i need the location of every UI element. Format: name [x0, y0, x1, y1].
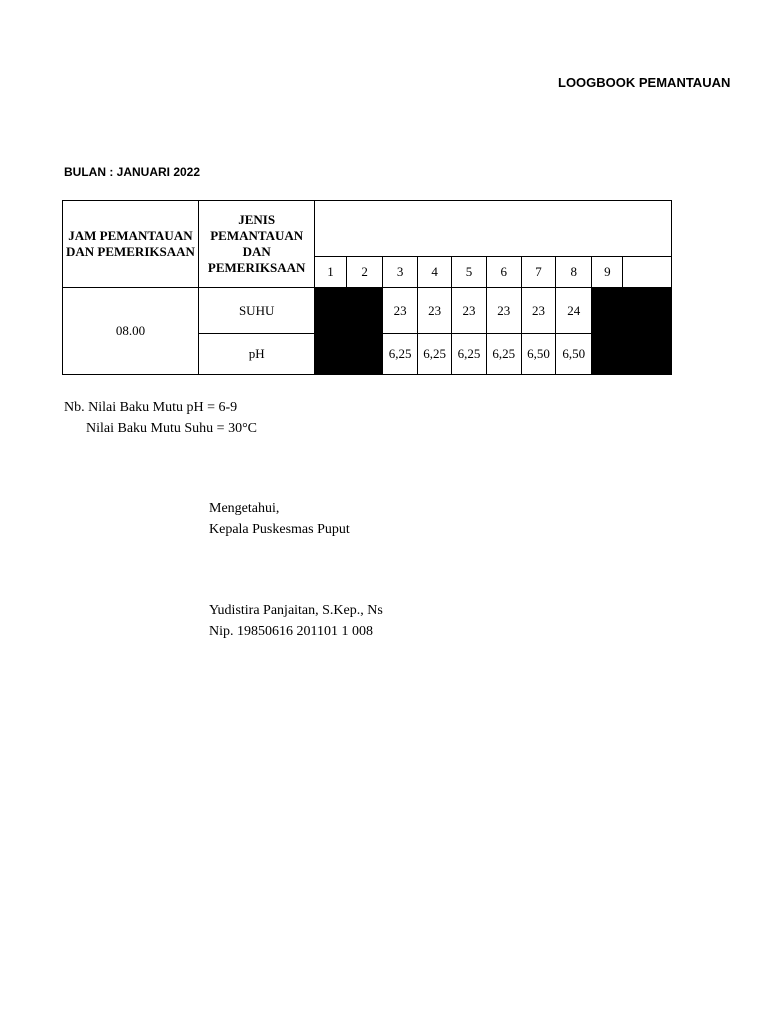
acknowledge-text: Mengetahui, [209, 501, 280, 516]
day-header: 5 [452, 257, 486, 288]
note-ph-standard: Nb. Nilai Baku Mutu pH = 6-9 [64, 400, 238, 415]
value-cell: 24 [556, 288, 592, 334]
value-cell: 6,25 [417, 334, 451, 375]
day-header: 1 [315, 257, 346, 288]
logbook-table [62, 200, 672, 375]
signatory-position: Kepala Puskesmas Puput [209, 522, 350, 537]
notes-block [64, 397, 257, 439]
day-header: 8 [556, 257, 592, 288]
month-label: BULAN : JANUARI 2022 [64, 165, 201, 179]
signatory-name: Yudistira Panjaitan, S.Kep., Ns [209, 603, 383, 618]
value-cell: 23 [521, 288, 555, 334]
value-cell: 6,25 [383, 334, 417, 375]
blocked-cell [592, 288, 623, 334]
day-header: 9 [592, 257, 623, 288]
value-cell: 23 [486, 288, 521, 334]
day-header: 3 [383, 257, 417, 288]
value-cell: 23 [417, 288, 451, 334]
value-cell: 23 [383, 288, 417, 334]
day-header: 2 [346, 257, 383, 288]
blocked-cell [346, 334, 383, 375]
row-label-ph: pH [198, 334, 315, 375]
acknowledgement-block [209, 498, 350, 540]
header-days-group [315, 201, 672, 257]
blocked-cell [623, 288, 672, 334]
value-cell: 6,50 [556, 334, 592, 375]
day-header-overflow [623, 257, 672, 288]
blocked-cell [592, 334, 623, 375]
note-temperature-standard: Nilai Baku Mutu Suhu = 30°C [86, 421, 258, 436]
day-header: 7 [521, 257, 555, 288]
blocked-cell [346, 288, 383, 334]
value-cell: 6,25 [452, 334, 486, 375]
row-label-temperature: SUHU [198, 288, 315, 334]
logbook-table-container [62, 200, 672, 377]
header-monitoring-time: JAM PEMANTAUAN DAN PEMERIKSAAN [63, 201, 199, 288]
blocked-cell [315, 288, 346, 334]
day-header: 6 [486, 257, 521, 288]
day-header: 4 [417, 257, 451, 288]
value-cell: 6,25 [486, 334, 521, 375]
header-monitoring-type: JENIS PEMANTAUAN DAN PEMERIKSAAN [198, 201, 315, 288]
value-cell: 23 [452, 288, 486, 334]
blocked-cell [315, 334, 346, 375]
document-title: LOOGBOOK PEMANTAUAN [558, 75, 731, 90]
monitoring-time-cell: 08.00 [63, 288, 199, 375]
signatory-block [209, 600, 383, 642]
value-cell: 6,50 [521, 334, 555, 375]
signatory-nip: Nip. 19850616 201101 1 008 [209, 624, 373, 639]
blocked-cell [623, 334, 672, 375]
